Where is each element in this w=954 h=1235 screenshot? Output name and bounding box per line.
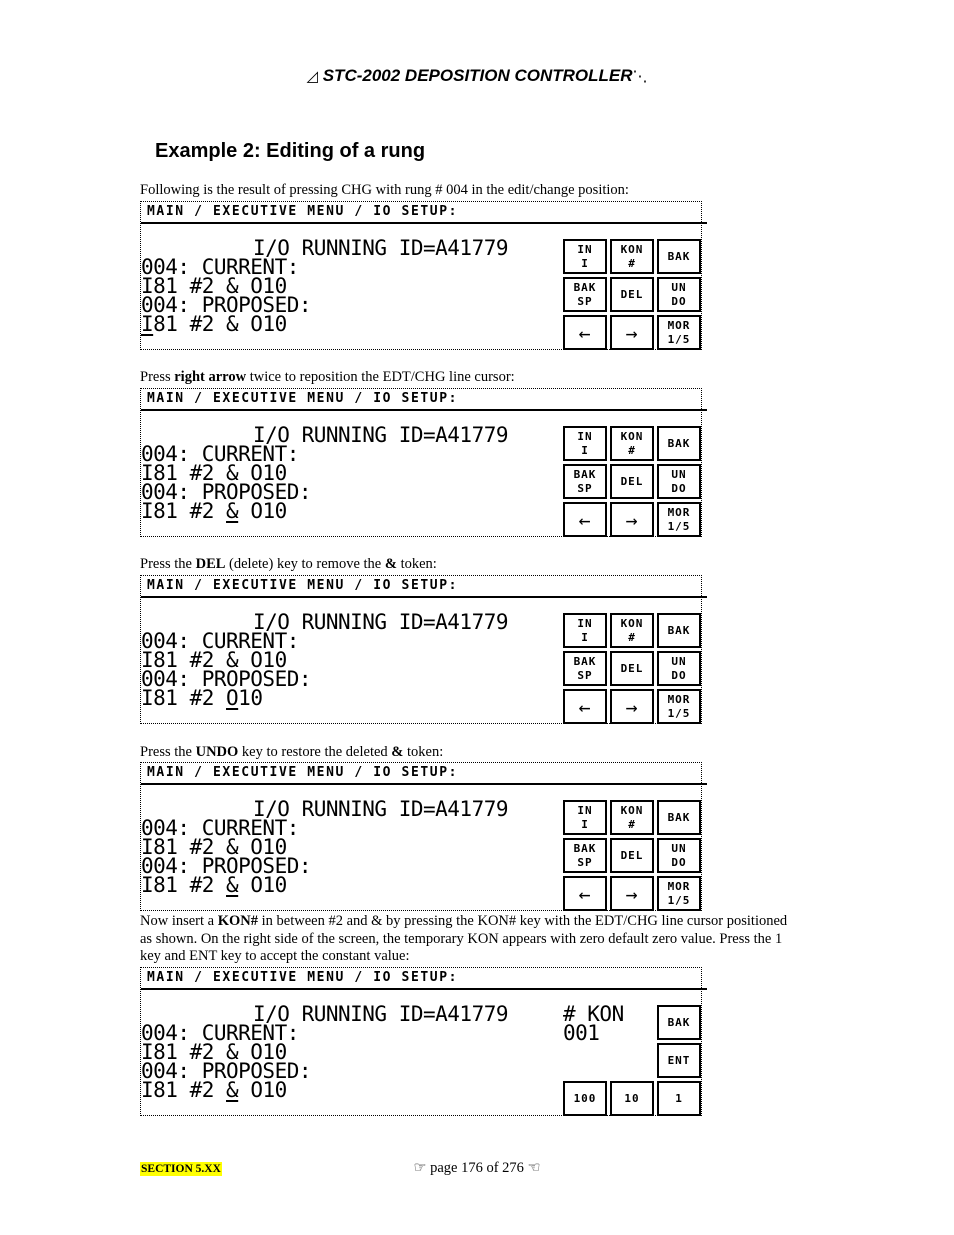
- delete-key-label: DEL: [620, 848, 644, 862]
- insert-input-key[interactable]: [563, 239, 607, 274]
- status-line: I/O RUNNING ID=A41779: [253, 610, 509, 634]
- current-label: 004: CURRENT:: [141, 442, 299, 466]
- edit-cursor: O: [226, 686, 239, 710]
- proposed-rung: [141, 873, 287, 897]
- left-arrow-key[interactable]: [563, 315, 607, 350]
- caption-text: Following is the result of pressing CHG with rung # 004 in the edit/change position:: [140, 182, 629, 198]
- enter-key-label: ENT: [667, 1053, 691, 1067]
- caption-bold: right arrow: [174, 369, 247, 385]
- back-key-label: BAK: [667, 810, 691, 824]
- backspace-key-label: BAK: [573, 841, 597, 855]
- rung-token: I81 #2: [141, 873, 227, 897]
- kon-key-label: #: [628, 443, 636, 457]
- backspace-key-label: SP: [577, 294, 593, 308]
- more-key-label: 1/5: [667, 706, 691, 720]
- menu-breadcrumb: MAIN / EXECUTIVE MENU / IO SETUP:: [141, 202, 707, 224]
- back-key-label: BAK: [667, 1015, 691, 1029]
- header-ornament-right: ⋱: [632, 68, 648, 85]
- right-arrow-key-label: →: [625, 320, 639, 345]
- rung-token: I81 #2: [141, 1078, 227, 1102]
- softkey-panel: [563, 800, 703, 911]
- caption-text: key to restore the deleted: [238, 744, 392, 760]
- back-key-label: BAK: [667, 249, 691, 263]
- current-label: 004: CURRENT:: [141, 255, 299, 279]
- undo-key[interactable]: [657, 838, 701, 873]
- rung-token: O10: [238, 1078, 287, 1102]
- back-key[interactable]: [657, 239, 701, 274]
- caption-text: token:: [396, 556, 437, 572]
- proposed-label: 004: PROPOSED:: [141, 1059, 312, 1083]
- caption-bold: UNDO: [195, 744, 239, 760]
- undo-key-label: DO: [671, 294, 687, 308]
- status-line: I/O RUNNING ID=A41779: [253, 423, 509, 447]
- current-rung: I81 #2 & O10: [141, 274, 287, 298]
- proposed-label: 004: PROPOSED:: [141, 293, 312, 317]
- backspace-key-label: SP: [577, 481, 593, 495]
- caption-text: twice to reposition the EDT/CHG line cursor:: [246, 369, 515, 385]
- insert-input-key-label: I: [581, 630, 589, 644]
- kon-key[interactable]: [610, 239, 654, 274]
- kon-key[interactable]: [610, 613, 654, 648]
- backspace-key[interactable]: [563, 277, 607, 312]
- insert-input-key-label: IN: [577, 616, 593, 630]
- right-arrow-key-label: →: [625, 507, 639, 532]
- softkey-panel: [563, 1002, 703, 1116]
- status-line: I/O RUNNING ID=A41779: [253, 1002, 509, 1026]
- caption-bold: &: [391, 744, 404, 760]
- delete-key[interactable]: [610, 838, 654, 873]
- left-arrow-key[interactable]: [563, 689, 607, 724]
- right-arrow-key-label: →: [625, 881, 639, 906]
- more-key-label: MOR: [667, 505, 691, 519]
- more-key[interactable]: [657, 315, 701, 350]
- softkey-panel: [563, 426, 703, 537]
- backspace-key[interactable]: [563, 464, 607, 499]
- kon-key[interactable]: [610, 426, 654, 461]
- header-text: STC-2002 DEPOSITION CONTROLLER: [322, 66, 633, 85]
- caption-text: Press the: [140, 556, 196, 572]
- kon-value: 001: [563, 1021, 600, 1045]
- section-title: Example 2: Editing of a rung: [155, 140, 426, 162]
- more-key-label: 1/5: [667, 332, 691, 346]
- undo-key[interactable]: [657, 464, 701, 499]
- back-key[interactable]: [657, 800, 701, 835]
- backspace-key-label: SP: [577, 855, 593, 869]
- caption-bold: KON#: [217, 913, 258, 929]
- proposed-label: 004: PROPOSED:: [141, 480, 312, 504]
- more-key-label: MOR: [667, 692, 691, 706]
- right-arrow-key[interactable]: [610, 876, 654, 911]
- undo-key-label: DO: [671, 855, 687, 869]
- backspace-key[interactable]: [563, 838, 607, 873]
- current-rung: I81 #2 & O10: [141, 1040, 287, 1064]
- edit-cursor: &: [226, 873, 239, 897]
- caption: [140, 182, 800, 200]
- edit-cursor: &: [226, 1078, 239, 1102]
- insert-input-key[interactable]: [563, 613, 607, 648]
- rung-token: 81 #2 & O10: [153, 312, 287, 336]
- delete-key-label: DEL: [620, 287, 644, 301]
- lcd-screen: [140, 388, 702, 537]
- backspace-key-label: BAK: [573, 654, 597, 668]
- more-key-label: MOR: [667, 879, 691, 893]
- right-arrow-key[interactable]: [610, 502, 654, 537]
- insert-input-key-label: I: [581, 256, 589, 270]
- current-label: 004: CURRENT:: [141, 816, 299, 840]
- right-arrow-key[interactable]: [610, 689, 654, 724]
- caption-text: Press the: [140, 744, 196, 760]
- softkey-panel: [563, 613, 703, 724]
- caption: [140, 556, 800, 574]
- caption-text: token:: [403, 744, 444, 760]
- delete-key[interactable]: [610, 464, 654, 499]
- left-arrow-key[interactable]: [563, 502, 607, 537]
- more-key-label: MOR: [667, 318, 691, 332]
- insert-input-key[interactable]: [563, 800, 607, 835]
- lcd-screen: [140, 201, 702, 350]
- key-1[interactable]: [657, 1081, 701, 1116]
- rung-token: I81 #2: [141, 499, 227, 523]
- backspace-key[interactable]: [563, 651, 607, 686]
- softkey-panel: [563, 239, 703, 350]
- caption-bold: DEL: [195, 556, 226, 572]
- proposed-label: 004: PROPOSED:: [141, 667, 312, 691]
- delete-key-label: DEL: [620, 474, 644, 488]
- rung-token: O10: [238, 499, 287, 523]
- caption-bold: &: [384, 556, 397, 572]
- delete-key[interactable]: [610, 651, 654, 686]
- rung-token: 10: [238, 686, 263, 710]
- kon-key-label: #: [628, 817, 636, 831]
- current-rung: I81 #2 & O10: [141, 648, 287, 672]
- menu-breadcrumb: MAIN / EXECUTIVE MENU / IO SETUP:: [141, 576, 707, 598]
- right-arrow-key[interactable]: [610, 315, 654, 350]
- left-arrow-key[interactable]: [563, 876, 607, 911]
- undo-key[interactable]: [657, 651, 701, 686]
- kon-key-label: #: [628, 630, 636, 644]
- key-100[interactable]: [563, 1081, 607, 1116]
- status-line: I/O RUNNING ID=A41779: [253, 797, 509, 821]
- lcd-screen: [140, 762, 702, 911]
- backspace-key-label: SP: [577, 668, 593, 682]
- more-key-label: 1/5: [667, 519, 691, 533]
- kon-key-label: #: [628, 256, 636, 270]
- right-arrow-key-label: →: [625, 694, 639, 719]
- proposed-rung: [141, 686, 263, 710]
- backspace-key-label: BAK: [573, 467, 597, 481]
- undo-key-label: UN: [671, 841, 687, 855]
- insert-input-key-label: I: [581, 443, 589, 457]
- proposed-label: 004: PROPOSED:: [141, 854, 312, 878]
- current-label: 004: CURRENT:: [141, 1021, 299, 1045]
- delete-key[interactable]: [610, 277, 654, 312]
- kon-key-label: KON: [620, 803, 644, 817]
- undo-key[interactable]: [657, 277, 701, 312]
- undo-key-label: UN: [671, 654, 687, 668]
- edit-cursor: I: [141, 312, 154, 336]
- insert-input-key[interactable]: [563, 426, 607, 461]
- key-1-label: 1: [675, 1091, 683, 1105]
- kon-key-label: KON: [620, 616, 644, 630]
- caption: [140, 369, 800, 387]
- status-line: I/O RUNNING ID=A41779: [253, 236, 509, 260]
- undo-key-label: DO: [671, 481, 687, 495]
- insert-input-key-label: IN: [577, 803, 593, 817]
- insert-input-key-label: I: [581, 817, 589, 831]
- caption: [140, 744, 800, 762]
- left-arrow-key-label: ←: [578, 320, 592, 345]
- insert-input-key-label: IN: [577, 242, 593, 256]
- more-key[interactable]: [657, 876, 701, 911]
- more-key[interactable]: [657, 689, 701, 724]
- lcd-screen: [140, 575, 702, 724]
- caption-text: Now insert a: [140, 913, 218, 929]
- back-key[interactable]: [657, 1005, 701, 1040]
- rung-token: O10: [238, 873, 287, 897]
- section-badge: SECTION 5.XX: [141, 1163, 221, 1175]
- menu-breadcrumb: MAIN / EXECUTIVE MENU / IO SETUP:: [141, 389, 707, 411]
- caption-text: Press: [140, 369, 175, 385]
- kon-label: # KON: [563, 1002, 624, 1026]
- key-100-label: 100: [573, 1091, 597, 1105]
- more-key-label: 1/5: [667, 893, 691, 907]
- menu-breadcrumb: MAIN / EXECUTIVE MENU / IO SETUP:: [141, 968, 707, 990]
- backspace-key-label: BAK: [573, 280, 597, 294]
- left-arrow-key-label: ←: [578, 881, 592, 906]
- left-arrow-key-label: ←: [578, 507, 592, 532]
- kon-key[interactable]: [610, 800, 654, 835]
- insert-input-key-label: IN: [577, 429, 593, 443]
- caption-text: (delete) key to remove the: [225, 556, 385, 572]
- undo-key-label: UN: [671, 467, 687, 481]
- back-key-label: BAK: [667, 436, 691, 450]
- current-rung: I81 #2 & O10: [141, 835, 287, 859]
- undo-key-label: DO: [671, 668, 687, 682]
- proposed-rung: [141, 312, 287, 336]
- proposed-rung: [141, 499, 287, 523]
- page-number: ☞ page 176 of 276 ☜: [413, 1160, 541, 1176]
- key-10-label: 10: [624, 1091, 640, 1105]
- current-label: 004: CURRENT:: [141, 629, 299, 653]
- kon-key-label: KON: [620, 429, 644, 443]
- kon-key-label: KON: [620, 242, 644, 256]
- menu-breadcrumb: MAIN / EXECUTIVE MENU / IO SETUP:: [141, 763, 707, 785]
- caption-text: in between #2 and & by pressing the KON# key with the EDT/CHG line cursor positioned as shown. On the right side of the screen, the temporary KON appears with zero default zero value. Press the 1 key and ENT key to accept the constant value:: [140, 913, 788, 964]
- caption: [140, 913, 800, 966]
- key-10[interactable]: [610, 1081, 654, 1116]
- edit-cursor: &: [226, 499, 239, 523]
- undo-key-label: UN: [671, 280, 687, 294]
- current-rung: I81 #2 & O10: [141, 461, 287, 485]
- back-key[interactable]: [657, 613, 701, 648]
- delete-key-label: DEL: [620, 661, 644, 675]
- header-ornament-left: ◿: [306, 68, 318, 85]
- more-key[interactable]: [657, 502, 701, 537]
- enter-key[interactable]: [657, 1043, 701, 1078]
- back-key-label: BAK: [667, 623, 691, 637]
- lcd-screen: [140, 967, 702, 1116]
- back-key[interactable]: [657, 426, 701, 461]
- running-header: [0, 66, 954, 86]
- rung-token: I81 #2: [141, 686, 227, 710]
- left-arrow-key-label: ←: [578, 694, 592, 719]
- proposed-rung: [141, 1078, 287, 1102]
